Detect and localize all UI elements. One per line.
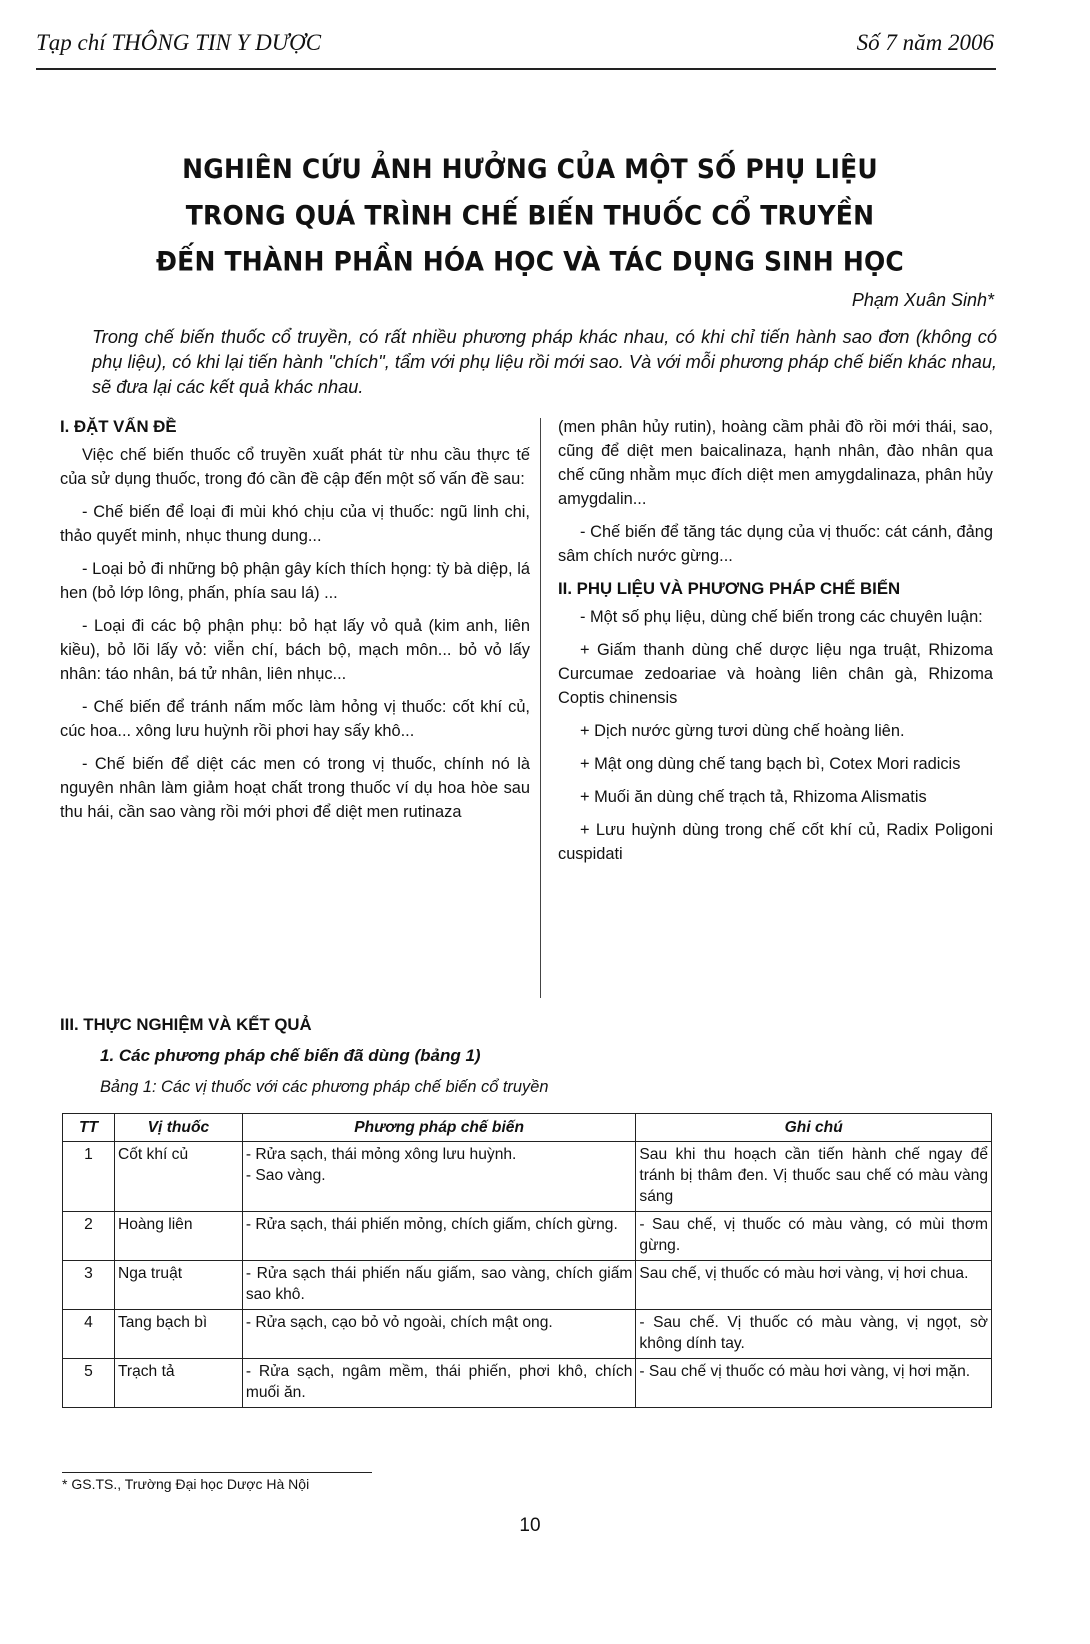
row-number: 1: [63, 1142, 115, 1212]
issue-label: Số 7 năm 2006: [856, 30, 994, 55]
table-row: [63, 1359, 992, 1408]
right-column: [558, 415, 993, 875]
method-text: - Rửa sạch, thái phiến mỏng, chích giấm, chích gừng.: [242, 1212, 636, 1261]
note-cell: Sau chế, vị thuốc có màu hơi vàng, vị hơi chua.: [636, 1261, 992, 1310]
paragraph: + Mật ong dùng chế tang bạch bì, Cotex Mori radicis: [580, 755, 961, 773]
method-text: - Rửa sạch, cạo bỏ vỏ ngoài, chích mật ong.: [242, 1310, 636, 1359]
title-line: NGHIÊN CỨU ẢNH HƯỞNG CỦA MỘT SỐ PHỤ LIỆU: [182, 154, 878, 185]
paragraph: Việc chế biến thuốc cổ truyền xuất phát từ nhu cầu thực tế của sử dụng thuốc, trong đó cần đề cập đến một số vấn đề sau:: [60, 446, 530, 488]
table-row: [63, 1142, 992, 1212]
method-cell: [242, 1142, 636, 1212]
herb-name: Nga truật: [114, 1261, 242, 1310]
title-line: ĐẾN THÀNH PHẦN HÓA HỌC VÀ TÁC DỤNG SINH HỌC: [156, 246, 904, 277]
note-cell: - Sau chế, vị thuốc có màu vàng, có mùi thơm gừng.: [636, 1212, 992, 1261]
paragraph: - Chế biến để tăng tác dụng của vị thuốc: cát cánh, đảng sâm chích nước gừng...: [558, 523, 993, 565]
page-number: 10: [519, 1515, 541, 1536]
section-heading: II. PHỤ LIỆU VÀ PHƯƠNG PHÁP CHẾ BIẾN: [558, 579, 901, 598]
paragraph: - Một số phụ liệu, dùng chế biến trong các chuyên luận:: [580, 608, 983, 626]
article-title: [80, 147, 980, 286]
note-cell: - Sau chế. Vị thuốc có màu vàng, vị ngọt, sờ không dính tay.: [636, 1310, 992, 1359]
table-caption: Bảng 1: Các vị thuốc với các phương pháp chế biến cổ truyền: [100, 1078, 549, 1096]
paragraph: - Chế biến để tránh nấm mốc làm hỏng vị thuốc: cốt khí củ, cúc hoa... xông lưu huỳnh rồi phơi hay sấy khô...: [60, 698, 530, 740]
note-cell: Sau khi thu hoạch cần tiến hành chế ngay để tránh bị thâm đen. Vị thuốc sau chế có màu vàng sáng: [636, 1142, 992, 1212]
title-line: TRONG QUÁ TRÌNH CHẾ BIẾN THUỐC CỔ TRUYỀN: [185, 200, 875, 231]
paragraph: + Giấm thanh dùng chế dược liệu nga truật, Rhizoma Curcumae zedoariae và hoàng liên chân gà, Rhizoma Coptis chinensis: [558, 641, 993, 707]
footnote: * GS.TS., Trường Đại học Dược Hà Nội: [62, 1476, 310, 1492]
herb-table: [62, 1113, 992, 1408]
herb-name: Trạch tả: [114, 1359, 242, 1408]
note-cell: - Sau chế vị thuốc có màu hơi vàng, vị hơi mặn.: [636, 1359, 992, 1408]
paragraph: - Chế biến để diệt các men có trong vị thuốc, chính nó là nguyên nhân làm giảm hoạt chất trong thuốc ví dụ hoa hòe sau thu hái, cần sao vàng rồi mới phơi để diệt men rutinaza: [60, 755, 530, 821]
method-text: - Rửa sạch, ngâm mềm, thái phiến, phơi khô, chích muối ăn.: [242, 1359, 636, 1408]
left-column: [60, 415, 530, 833]
row-number: 2: [63, 1212, 115, 1261]
header-rule: [36, 68, 996, 70]
section-heading: I. ĐẶT VẤN ĐỀ: [60, 417, 177, 436]
table-row: [63, 1261, 992, 1310]
column-header: Ghi chú: [636, 1114, 992, 1142]
column-header: Vị thuốc: [114, 1114, 242, 1142]
paragraph: - Loại đi các bộ phận phụ: bỏ hạt lấy vỏ quả (kim anh, liên kiều), bỏ lõi lấy vỏ: viễn chí, bách bộ, mạch môn... bỏ vỏ lấy nhân: táo nhân, bá tử nhân, liên nhục...: [60, 617, 530, 683]
paragraph: + Muối ăn dùng chế trạch tả, Rhizoma Alismatis: [580, 788, 927, 806]
row-number: 3: [63, 1261, 115, 1310]
column-divider: [540, 418, 541, 998]
herb-name: Cốt khí củ: [114, 1142, 242, 1212]
method-text: - Rửa sạch, thái mỏng xông lưu huỳnh.: [245, 1146, 517, 1163]
paragraph: - Loại bỏ đi những bộ phận gây kích thích họng: tỳ bà diệp, lá hen (bỏ lớp lông, phấn, phía sau lá) ...: [60, 560, 530, 602]
table-row: [63, 1212, 992, 1261]
section-heading: III. THỰC NGHIỆM VÀ KẾT QUẢ: [60, 1015, 312, 1034]
herb-name: Hoàng liên: [114, 1212, 242, 1261]
method-text: - Sao vàng.: [245, 1167, 326, 1184]
column-header: Phương pháp chế biến: [242, 1114, 636, 1142]
paragraph: + Lưu huỳnh dùng trong chế cốt khí củ, Radix Poligoni cuspidati: [558, 821, 993, 863]
method-text: - Rửa sạch thái phiến nấu giấm, sao vàng, chích giấm sao khô.: [242, 1261, 636, 1310]
table-row: [63, 1310, 992, 1359]
herb-name: Tang bạch bì: [114, 1310, 242, 1359]
abstract: Trong chế biến thuốc cổ truyền, có rất nhiều phương pháp khác nhau, có khi chỉ tiến hành sao đơn (không có phụ liệu), có khi lại tiến hành "chích", tẩm với phụ liệu rồi mới sao. Và với mỗi phương pháp chế biến khác nhau, sẽ đưa lại các kết quả khác nhau.: [92, 327, 997, 397]
row-number: 5: [63, 1359, 115, 1408]
row-number: 4: [63, 1310, 115, 1359]
paragraph: (men phân hủy rutin), hoàng cầm phải đồ rồi mới thái, sao, cũng để diệt men baicalinaza, hạnh nhân, đào nhân qua chế cũng nhằm mục đích diệt men amygdalinaza, phân hủy amygdalin...: [558, 418, 993, 508]
column-header: TT: [63, 1114, 115, 1142]
author-name: Phạm Xuân Sinh*: [851, 290, 994, 310]
paragraph: - Chế biến để loại đi mùi khó chịu của vị thuốc: ngũ linh chi, thảo quyết minh, nhục thung dung...: [60, 503, 530, 545]
table-header-row: [63, 1114, 992, 1142]
journal-name: Tạp chí THÔNG TIN Y DƯỢC: [36, 30, 322, 55]
paragraph: + Dịch nước gừng tươi dùng chế hoàng liên.: [580, 722, 905, 740]
subsection-heading: 1. Các phương pháp chế biến đã dùng (bảng 1): [100, 1046, 481, 1065]
footnote-rule: [62, 1472, 372, 1473]
